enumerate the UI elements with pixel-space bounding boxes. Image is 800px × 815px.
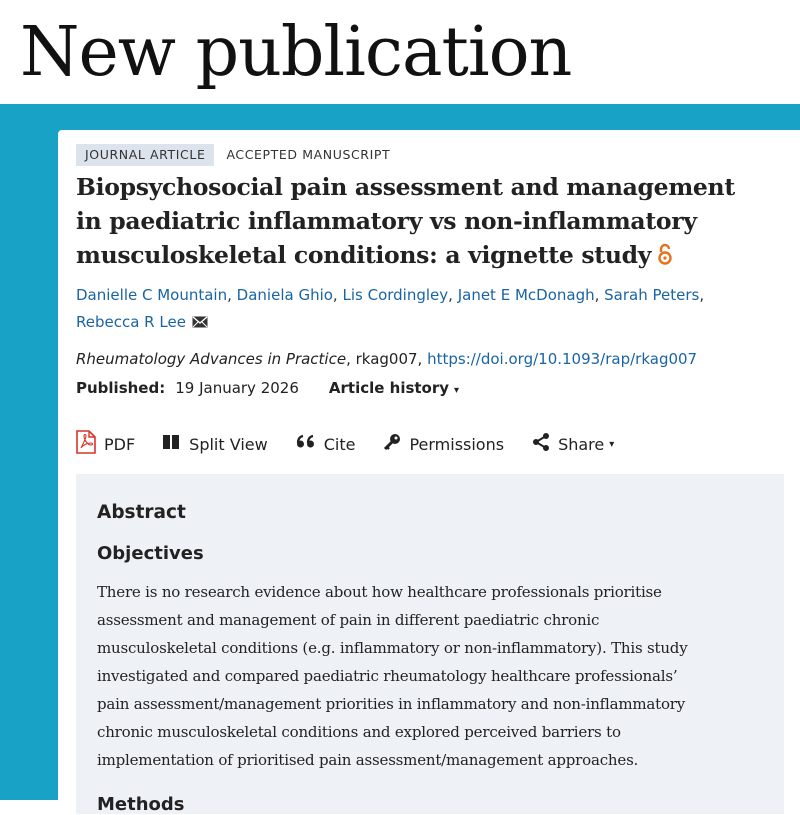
banner-title: New publication: [20, 13, 572, 92]
article-title-line: in paediatric inflammatory vs non-inflammatory: [76, 207, 697, 235]
cite-button[interactable]: [296, 434, 356, 454]
split-view-icon: [163, 434, 189, 454]
pdf-icon: [76, 430, 104, 458]
citation-line: [76, 350, 697, 368]
author-link[interactable]: Daniela Ghio: [236, 286, 333, 304]
article-title: [76, 170, 786, 274]
objectives-line: chronic musculoskeletal conditions and explored perceived barriers to: [97, 723, 621, 741]
article-history-dropdown[interactable]: Article history ▾: [328, 379, 460, 397]
article-id: , rkag007,: [346, 350, 428, 368]
author-link[interactable]: Rebecca R Lee: [76, 313, 186, 331]
methods-heading: Methods: [97, 794, 185, 815]
abstract-heading: Abstract: [97, 502, 186, 523]
split-view-label: Split View: [189, 434, 268, 454]
objectives-line: implementation of prioritised pain assessment/management approaches.: [97, 751, 639, 769]
article-card: [58, 130, 800, 815]
author-link[interactable]: Lis Cordingley: [342, 286, 449, 304]
split-view-button[interactable]: [163, 434, 268, 454]
author-link[interactable]: Danielle C Mountain: [76, 286, 228, 304]
banner: [0, 0, 800, 104]
article-title-line: Biopsychosocial pain assessment and management: [76, 173, 735, 201]
doi-link[interactable]: https://doi.org/10.1093/rap/rkag007: [427, 350, 698, 368]
permissions-button[interactable]: [383, 433, 504, 455]
journal-name: Rheumatology Advances in Practice: [76, 350, 347, 368]
article-toolbar: [76, 430, 642, 458]
share-button[interactable]: [532, 433, 614, 455]
publication-row: [76, 379, 459, 397]
author-link[interactable]: Janet E McDonagh: [457, 286, 595, 304]
chevron-down-icon: ▾: [609, 438, 615, 450]
objectives-line: There is no research evidence about how healthcare professionals prioritise: [97, 583, 662, 601]
published-date: 19 January 2026: [175, 379, 299, 397]
open-access-lock-icon: [657, 240, 673, 274]
share-label: Share: [558, 434, 605, 454]
author-list: Danielle C Mountain, Daniela Ghio, Lis Cordingley, Janet E McDonagh, Sarah Peters, Rebecca R Lee: [76, 282, 776, 337]
author-link[interactable]: Sarah Peters: [604, 286, 700, 304]
pdf-button[interactable]: [76, 430, 135, 458]
objectives-line: assessment and management of pain in different paediatric chronic: [97, 611, 600, 629]
published-label: Published:: [76, 379, 166, 397]
share-icon: [532, 433, 558, 455]
permissions-label: Permissions: [409, 434, 505, 454]
article-status-tag: ACCEPTED MANUSCRIPT: [226, 147, 391, 162]
quote-icon: [296, 434, 324, 454]
objectives-line: investigated and compared paediatric rheumatology healthcare professionals’: [97, 667, 678, 685]
article-type-tag: JOURNAL ARTICLE: [76, 144, 214, 166]
article-title-line: musculoskeletal conditions: a vignette study: [76, 238, 786, 274]
chevron-down-icon: ▾: [454, 385, 460, 396]
objectives-heading: Objectives: [97, 543, 204, 564]
abstract-section: [76, 474, 784, 814]
objectives-text: [97, 578, 767, 774]
objectives-line: pain assessment/management priorities in inflammatory and non-inflammatory: [97, 695, 686, 713]
article-tags: [76, 144, 390, 166]
key-icon: [383, 433, 409, 455]
envelope-icon[interactable]: [192, 310, 208, 337]
pdf-label: PDF: [104, 434, 136, 454]
cite-label: Cite: [323, 434, 356, 454]
objectives-line: musculoskeletal conditions (e.g. inflammatory or non-inflammatory). This study: [97, 639, 688, 657]
